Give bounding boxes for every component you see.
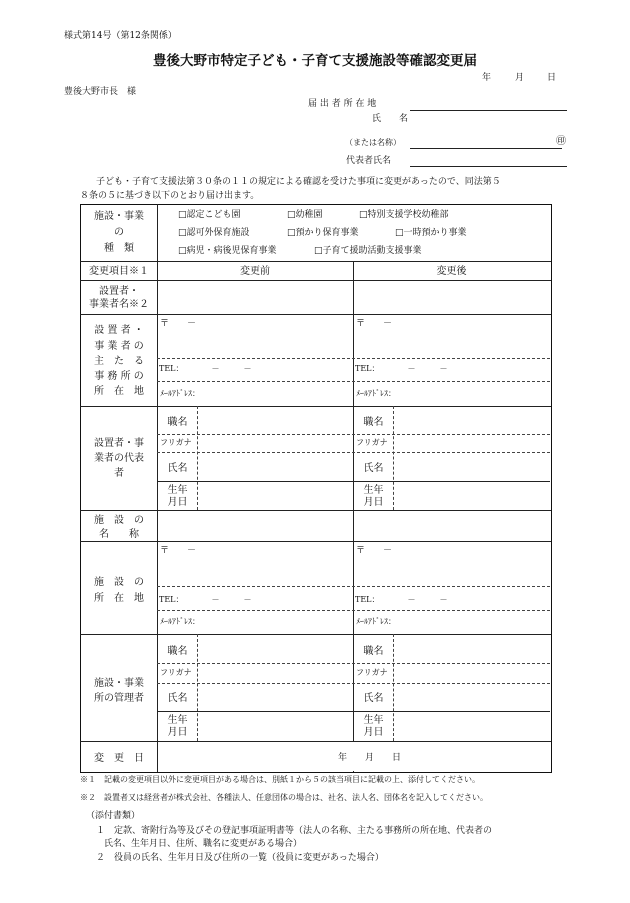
office-tel-before[interactable]: TEL： － － [159, 364, 252, 373]
after-header: 変更後 [436, 266, 467, 277]
facility-name-before-input[interactable] [158, 511, 352, 540]
manager-birth-label-2-before: 月日 [167, 727, 188, 738]
option-nintei-kodomoen[interactable]: □認定こども園 [178, 210, 241, 220]
option-byouji-hoiku[interactable]: □病児・病後児保育事業 [178, 246, 277, 256]
rep-furigana-label-before: フリガナ [160, 438, 192, 447]
applicant-address-label: 届 出 者 所 在 地 [308, 99, 377, 109]
rep-position-label-before: 職名 [167, 417, 188, 428]
facility-type-label-2: の [114, 227, 124, 238]
dashed-col-divider [393, 406, 394, 510]
attachment-1-line-1: １ 定款、寄附行為等及びその登記事項証明書等（法人の名称、主たる事務所の所在地、代表者の [96, 826, 493, 836]
seal-mark: ㊞ [556, 136, 566, 147]
rep-birth-label-1-after: 生年 [363, 485, 384, 496]
row-divider [157, 711, 550, 712]
attachment-1-line-2: 氏名、生年月日、住所、職名に変更がある場合） [104, 839, 303, 849]
office-email-after[interactable]: ﾒｰﾙｱﾄﾞﾚｽ： [356, 389, 396, 398]
dashed-divider [157, 610, 550, 611]
applicant-name-label: 氏 名 [372, 114, 409, 124]
dashed-col-divider [197, 634, 198, 741]
manager-position-label-after: 職名 [363, 646, 384, 657]
facility-tel-after[interactable]: TEL： － － [355, 595, 448, 604]
rep-position-label-after: 職名 [363, 417, 384, 428]
option-youchien[interactable]: □幼稚園 [287, 210, 323, 220]
founder-name-label-1: 設置者・ [99, 286, 139, 297]
dashed-divider [157, 358, 550, 359]
page-title: 豊後大野市特定子ども・子育て支援施設等確認変更届 [153, 53, 477, 69]
facility-name-label-2: 名 称 [99, 529, 139, 540]
intro-line-1: 子ども・子育て支援法第３０条の１１の規定による確認を受けた事項に変更があったので、同法第５ [96, 177, 501, 187]
manager-birth-label-1-before: 生年 [167, 715, 188, 726]
founder-name-after-input[interactable] [354, 281, 549, 313]
change-item-label: 変更項目※１ [89, 266, 149, 277]
office-postal-before[interactable]: 〒 － [160, 319, 197, 329]
row-divider [80, 406, 551, 407]
change-date-label: 変 更 日 [94, 753, 144, 764]
row-divider [157, 481, 550, 482]
facility-addr-label-1: 施 設 の [94, 577, 144, 588]
dashed-divider [157, 683, 550, 684]
office-email-before[interactable]: ﾒｰﾙｱﾄﾞﾚｽ： [160, 389, 200, 398]
date-month: 月 [515, 73, 525, 83]
note-1: ※１ 記載の変更項目以外に変更項目がある場合は、別紙１から５の該当項目に記載の上、添付してください。 [80, 775, 480, 784]
manager-label-2: 所の管理者 [94, 693, 144, 704]
option-tokubetsu-shien[interactable]: □特別支援学校幼稚部 [359, 210, 449, 220]
applicant-alt-name-label: （または名称） [345, 138, 401, 147]
facility-name-after-input[interactable] [354, 511, 549, 540]
facility-type-label-3: 種 類 [104, 243, 134, 254]
rep-birth-label-2-before: 月日 [167, 497, 188, 508]
rep-furigana-label-after: フリガナ [356, 438, 388, 447]
option-ichiji-azukari[interactable]: □一時預かり事業 [395, 228, 467, 238]
dashed-divider [157, 434, 550, 435]
manager-name-label-after: 氏名 [363, 693, 384, 704]
office-tel-after[interactable]: TEL： － － [355, 364, 448, 373]
date-year: 年 [482, 73, 492, 83]
dashed-col-divider [197, 406, 198, 510]
office-addr-label-1: 設 置 者 ・ [94, 325, 144, 336]
option-ninkagai-hoiku[interactable]: □認可外保育施設 [178, 228, 250, 238]
facility-addr-label-2: 所 在 地 [94, 593, 144, 604]
addressee: 豊後大野市長 様 [64, 87, 137, 97]
representative-name-label: 代表者氏名 [346, 156, 392, 166]
option-azukari-hoiku[interactable]: □預かり保育事業 [287, 228, 359, 238]
rep-label-2: 業者の代表 [94, 453, 144, 464]
intro-line-2: ８条の５に基づき以下のとおり届け出ます。 [80, 191, 260, 201]
row-divider [80, 261, 551, 262]
rep-birth-label-1-before: 生年 [167, 485, 188, 496]
rep-name-label-before: 氏名 [167, 463, 188, 474]
note-2: ※２ 設置者又は経営者が株式会社、各種法人、任意団体の場合は、社名、法人名、団体名を記入してください。 [80, 793, 488, 802]
office-addr-label-4: 事 務 所 の [94, 371, 144, 382]
dashed-divider [157, 663, 550, 664]
manager-birth-label-1-after: 生年 [363, 715, 384, 726]
rep-name-label-after: 氏名 [363, 463, 384, 474]
row-divider [80, 314, 551, 315]
office-postal-after[interactable]: 〒 － [356, 319, 393, 329]
attachments-title: （添付書類） [86, 811, 141, 821]
facility-tel-before[interactable]: TEL： － － [159, 595, 252, 604]
facility-email-before[interactable]: ﾒｰﾙｱﾄﾞﾚｽ： [160, 617, 200, 626]
founder-name-label-2: 事業者名※２ [89, 299, 149, 310]
applicant-address-field[interactable] [410, 110, 567, 111]
rep-label-1: 設置者・事 [94, 438, 144, 449]
rep-label-3: 者 [114, 468, 124, 479]
facility-postal-before[interactable]: 〒 － [160, 546, 197, 556]
change-date-input[interactable]: 年 月 日 [338, 753, 402, 763]
facility-postal-after[interactable]: 〒 － [356, 546, 393, 556]
office-addr-label-3: 主 た る [94, 356, 144, 367]
manager-furigana-label-before: フリガナ [160, 668, 192, 677]
date-day: 日 [547, 73, 557, 83]
manager-label-1: 施設・事業 [94, 678, 144, 689]
form-number: 様式第14号（第12条関係） [64, 31, 177, 41]
rep-birth-label-2-after: 月日 [363, 497, 384, 508]
facility-name-label-1: 施 設 の [94, 515, 144, 526]
dashed-divider [157, 452, 550, 453]
attachment-2: ２ 役員の氏名、生年月日及び住所の一覧（役員に変更があった場合） [96, 853, 384, 863]
manager-position-label-before: 職名 [167, 646, 188, 657]
row-divider [80, 634, 551, 635]
before-header: 変更前 [240, 266, 270, 277]
row-divider [80, 541, 551, 542]
founder-name-before-input[interactable] [158, 281, 352, 313]
office-addr-label-2: 事 業 者 の [94, 341, 144, 352]
representative-name-field[interactable] [410, 166, 567, 167]
dashed-col-divider [393, 634, 394, 741]
manager-furigana-label-after: フリガナ [356, 668, 388, 677]
option-kosodate-enjo[interactable]: □子育て援助活動支援事業 [314, 246, 422, 256]
office-addr-label-5: 所 在 地 [94, 386, 144, 397]
dashed-divider [157, 381, 550, 382]
facility-email-after[interactable]: ﾒｰﾙｱﾄﾞﾚｽ： [356, 617, 396, 626]
manager-name-label-before: 氏名 [167, 693, 188, 704]
manager-birth-label-2-after: 月日 [363, 727, 384, 738]
applicant-name-field[interactable] [410, 148, 562, 149]
facility-type-label-1: 施設・事業 [94, 211, 144, 222]
dashed-divider [157, 586, 550, 587]
